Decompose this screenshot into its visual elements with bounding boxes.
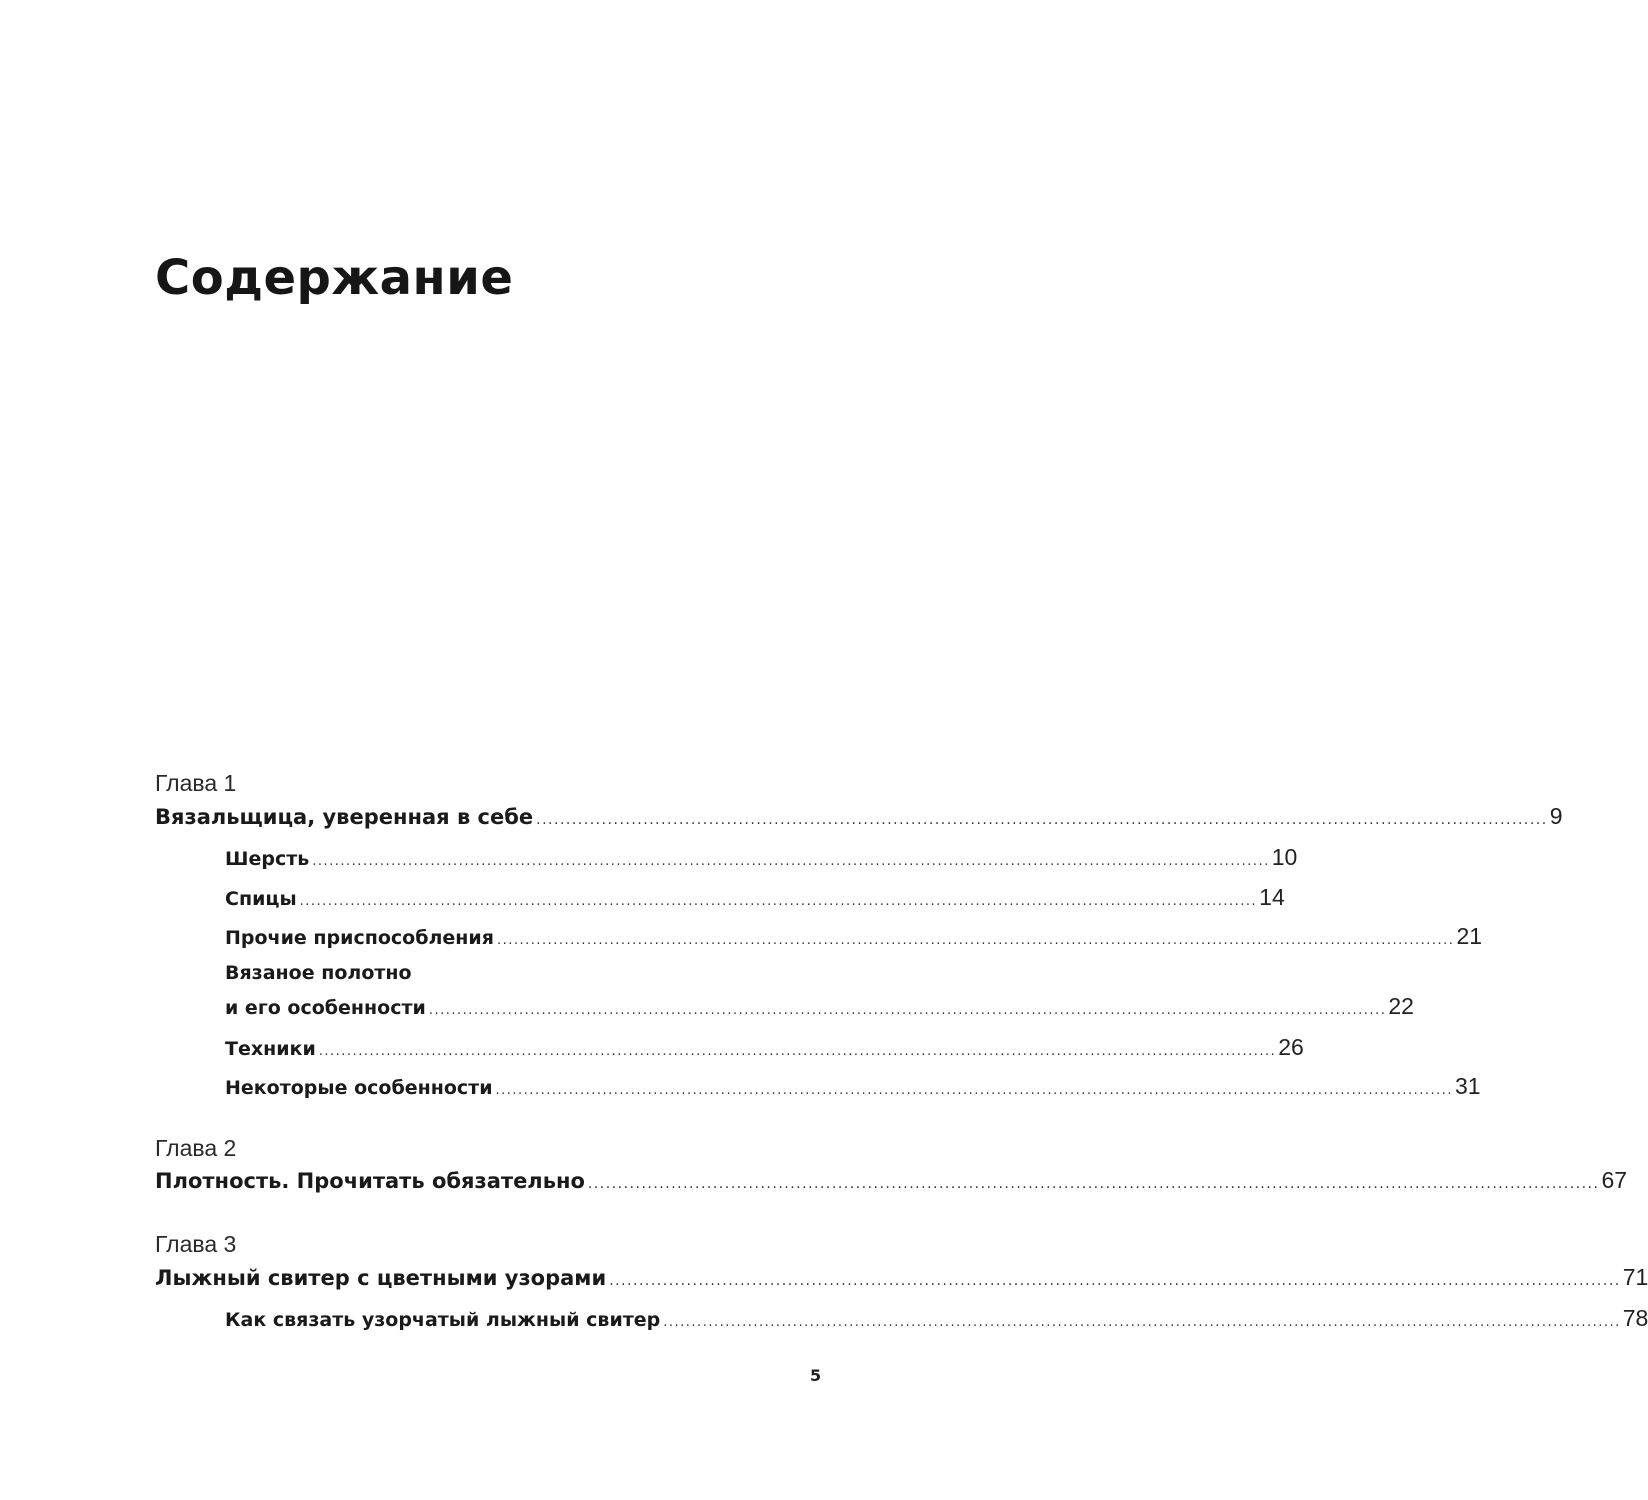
toc-page-number: 9 xyxy=(1549,803,1563,829)
toc-entry-title: Как связать узорчатый лыжный свитер xyxy=(225,1309,661,1331)
toc-entry-title: Вязальщица, уверенная в себе xyxy=(155,805,534,829)
toc-entry-title: Шерсть xyxy=(225,848,310,870)
chapter-label: Глава 1 xyxy=(155,770,237,796)
chapter-label: Глава 2 xyxy=(155,1135,237,1161)
dot-leader: .......................................................................................................................................................................... xyxy=(536,812,1548,828)
toc-page-number: 21 xyxy=(1456,923,1483,949)
toc-entry-title: Техники xyxy=(225,1038,316,1060)
toc-entry-title: Плотность. Прочитать обязательно xyxy=(155,1169,585,1193)
dot-leader: .......................................................................................................................................................................... xyxy=(609,1273,1621,1289)
toc-page-number: 71 xyxy=(1622,1264,1648,1290)
toc-entry-title: и его особенности xyxy=(225,997,426,1019)
toc-page-number: 14 xyxy=(1259,884,1285,910)
dot-leader: .......................................................................................................................................................................... xyxy=(299,894,1258,909)
dot-leader: .......................................................................................................................................................................... xyxy=(587,1176,1600,1192)
chapter-label: Глава 3 xyxy=(155,1231,237,1257)
toc-section-entry[interactable] xyxy=(225,923,1483,950)
dot-leader: .......................................................................................................................................................................... xyxy=(495,1083,1454,1098)
page-title: Содержание xyxy=(155,250,514,306)
dot-leader: .......................................................................................................................................................................... xyxy=(312,854,1270,869)
toc-entry-title: Некоторые особенности xyxy=(225,1077,493,1099)
toc-entry-title: Спицы xyxy=(225,888,297,910)
page-number: 5 xyxy=(810,1366,822,1385)
toc-section-entry[interactable] xyxy=(225,844,1298,871)
toc-section-entry[interactable] xyxy=(225,1073,1481,1100)
toc-page-number: 31 xyxy=(1455,1073,1481,1099)
dot-leader: .......................................................................................................................................................................... xyxy=(428,1003,1387,1018)
toc-section-entry[interactable] xyxy=(225,1034,1304,1061)
toc-chapter-entry[interactable] xyxy=(155,1167,1628,1194)
toc-entry-title: Прочие приспособления xyxy=(225,927,494,949)
toc-section-entry[interactable] xyxy=(225,993,1414,1020)
toc-chapter-entry[interactable] xyxy=(155,803,1563,830)
toc-entry-title: Лыжный свитер с цветными узорами xyxy=(155,1266,607,1290)
toc-page-number: 26 xyxy=(1278,1034,1304,1060)
toc-chapter-entry[interactable] xyxy=(155,1264,1648,1291)
dot-leader: .......................................................................................................................................................................... xyxy=(663,1315,1621,1330)
toc-page-number: 22 xyxy=(1388,993,1414,1019)
toc-page-number: 78 xyxy=(1622,1305,1648,1331)
dot-leader: .......................................................................................................................................................................... xyxy=(318,1044,1277,1059)
toc-page-number: 10 xyxy=(1271,844,1298,870)
toc-section-entry[interactable] xyxy=(225,884,1285,911)
toc-page-number: 67 xyxy=(1601,1167,1628,1193)
toc-section-entry[interactable] xyxy=(225,1305,1648,1332)
dot-leader: .......................................................................................................................................................................... xyxy=(496,933,1455,948)
toc-entry-title-line1: Вязаное полотно xyxy=(225,962,412,984)
